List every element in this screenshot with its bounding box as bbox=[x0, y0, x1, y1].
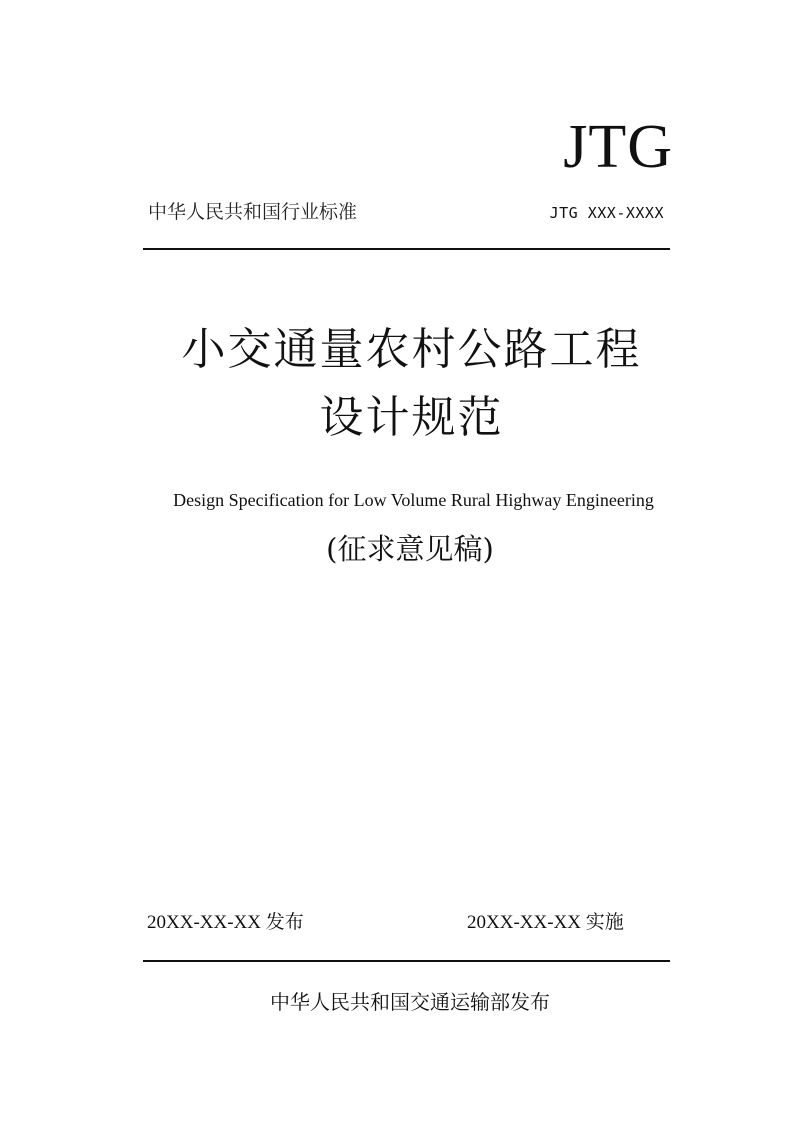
standard-code: JTG XXX-XXXX bbox=[549, 204, 664, 222]
document-title-line2: 设计规范 bbox=[319, 392, 504, 443]
publisher: 中华人民共和国交通运输部发布 bbox=[270, 990, 550, 1014]
jtg-logo: JTG bbox=[563, 113, 673, 181]
english-title: Design Specification for Low Volume Rural Highway Engineering bbox=[173, 490, 654, 510]
draft-label: (征求意见稿) bbox=[326, 532, 494, 566]
standard-category: 中华人民共和国行业标准 bbox=[148, 201, 358, 223]
release-date: 20XX-XX-XX 发布 bbox=[147, 912, 304, 933]
implement-date: 20XX-XX-XX 实施 bbox=[467, 912, 624, 933]
document-title-line1: 小交通量农村公路工程 bbox=[181, 324, 642, 375]
header-divider bbox=[143, 248, 670, 250]
footer-divider bbox=[143, 960, 670, 962]
